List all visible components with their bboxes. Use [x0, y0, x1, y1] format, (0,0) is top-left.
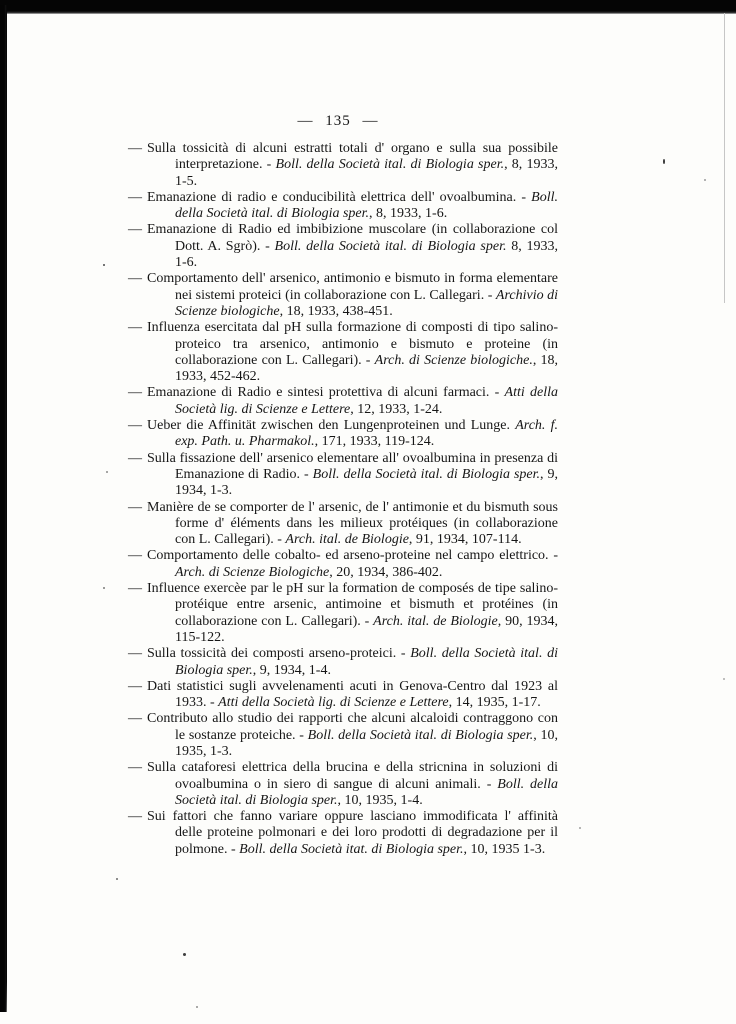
entry-text: , 10, 1935 1-3.	[463, 841, 546, 857]
scan-edge-right-line	[724, 13, 725, 303]
entry-dash-marker: —	[128, 499, 142, 515]
entry-dash-marker: —	[128, 678, 142, 694]
entry-text: Sulla cataforesi elettrica della brucina e della stricnina in soluzioni di ovoalbumina o in siero di sangue di alcuni animali. -	[147, 760, 558, 792]
entry-dash-marker: —	[128, 222, 142, 238]
journal-title: Boll. della Società ital. di Biologia sper.	[275, 157, 505, 173]
entry-text: Dati statistici sugli avvelenamenti acuti in Genova-Centro dal 1923 al 1933. -	[147, 678, 558, 711]
entry-text: 8, 1933, 1-6.	[175, 238, 559, 271]
entry-dash-marker: —	[128, 271, 142, 287]
bibliography-entry	[128, 581, 558, 646]
entry-text: Influenza esercitata dal pH sulla formazione di composti di tipo salino-proteico tra arsenico, antimonio e bismuto e proteine (in collaborazione con L. Callegari). -	[147, 320, 558, 368]
entry-dash-marker: —	[128, 548, 142, 564]
entry-text: , 20, 1934, 386-402.	[329, 564, 443, 580]
entry-text: , 9, 1934, 1-3.	[175, 466, 559, 499]
journal-title: Atti della Società lig. di Scienze e Lettere	[218, 695, 449, 711]
journal-title: Boll. della Società ital. di Biologia sper.	[274, 238, 507, 254]
scan-speck	[103, 264, 105, 266]
scan-speck	[663, 159, 665, 164]
journal-title: Arch. f. exp. Path. u. Pharmakol.	[175, 418, 558, 450]
entry-dash-marker: —	[128, 189, 142, 205]
bibliography-entry	[128, 451, 558, 500]
scan-speck	[196, 1006, 198, 1008]
bibliography-entry	[128, 271, 558, 320]
entry-dash-marker: —	[128, 418, 142, 434]
scan-edge-left	[0, 5, 7, 1012]
bibliography-entry	[128, 500, 558, 549]
journal-title: Boll. della Società ital. di Biologia sper.	[175, 189, 558, 222]
entry-dash-marker: —	[128, 320, 142, 336]
entry-text: Sui fattori che fanno variare oppure lasciano immodificata l' affinità delle proteine polmonari e dei loro prodotti di degradazione per il polmone. -	[147, 809, 558, 857]
entry-dash-marker: —	[128, 760, 142, 776]
bibliography-entry	[128, 190, 558, 223]
scan-speck	[106, 471, 108, 473]
entry-text: Sulla fissazione dell' arsenico elementare all' ovoalbumina in presenza di Emanazione di Radio. -	[147, 450, 558, 482]
entry-dash-marker: —	[128, 581, 142, 597]
bibliography-entry	[128, 679, 558, 712]
bibliography-entry	[128, 418, 558, 451]
entry-text: , 90, 1934, 115-122.	[175, 613, 558, 645]
journal-title: Boll. della Società ital. di Biologia sper.	[307, 727, 534, 743]
entry-text: , 12, 1933, 1-24.	[350, 401, 443, 417]
entry-text: Emanazione di Radio ed imbibizione muscolare (in collaborazione col Dott. A. Sgrò). -	[147, 222, 558, 254]
entry-text: , 14, 1935, 1-17.	[448, 695, 541, 711]
entry-text: , 8, 1933, 1-6.	[369, 206, 448, 222]
bibliography-entry	[128, 141, 558, 190]
entry-dash-marker: —	[128, 646, 142, 662]
journal-title: Boll. della Società ital. di Biologia sper.	[175, 776, 558, 808]
scan-speck	[183, 953, 186, 956]
bibliography-entry	[128, 809, 558, 858]
scan-edge-top	[0, 0, 736, 14]
scan-speck	[704, 179, 706, 181]
scan-speck	[116, 878, 118, 880]
journal-title: Atti della Società lig. di Scienze e Lettere	[175, 385, 558, 417]
bibliography-entry	[128, 711, 558, 760]
entry-text: , 8, 1933, 1-5.	[175, 157, 558, 189]
entry-dash-marker: —	[128, 809, 142, 825]
entry-text: , 10, 1935, 1-3.	[175, 727, 559, 759]
journal-title: Arch. ital. de Biologie	[285, 532, 409, 548]
journal-title: Arch. di Scienze Biologiche	[175, 564, 330, 580]
entry-text: Sulla tossicità di alcuni estratti totali d' organo e sulla sua possibile interpretazione. -	[147, 141, 558, 173]
journal-title: Boll. della Società itat. di Biologia sper.	[239, 841, 464, 857]
journal-title: Archivio di Scienze biologiche	[175, 287, 558, 319]
entry-text: , 10, 1935, 1-4.	[337, 792, 423, 808]
entry-text: Manière de se comporter de l' arsenic, de l' antimonie et du bismuth sous forme d' éléments dans les milieux protéiques (in collaborazione con L. Callegari). -	[147, 499, 558, 548]
journal-title: Arch. di Scienze biologiche.	[374, 352, 533, 368]
journal-title: Arch. ital. de Biologie	[373, 613, 498, 629]
page-number: — 135 —	[297, 113, 379, 129]
entry-text: Influence exercèe par le pH sur la formation de composés de tipe salino-protéique entre arsenic, antimoine et bismuth et protéines (in collaborazione con L. Callegari). -	[147, 581, 558, 629]
entry-text: , 91, 1934, 107-114.	[408, 532, 522, 548]
entry-text: Emanazione di radio e conducibilità elettrica dell' ovoalbumina. -	[147, 189, 532, 205]
bibliography-entry	[128, 646, 558, 679]
entry-text: , 9, 1934, 1-4.	[252, 662, 331, 678]
entry-text: Sulla tossicità dei composti arseno-proteici. -	[147, 646, 411, 662]
scan-speck	[579, 827, 581, 829]
journal-title: Boll. della Società ital. di Biologia sper.	[312, 466, 541, 482]
scan-speck	[103, 587, 105, 589]
entry-text: Ueber die Affinität zwischen den Lungenproteinen und Lunge.	[147, 418, 516, 434]
entry-dash-marker: —	[128, 711, 142, 727]
entry-text: Comportamento delle cobalto- ed arseno-proteine nel campo elettrico. -	[147, 548, 558, 564]
bibliography-entry	[128, 320, 558, 385]
entry-text: , 18, 1933, 452-462.	[175, 352, 558, 385]
bibliography-entry	[128, 385, 558, 418]
bibliography-entry	[128, 548, 558, 581]
scan-speck	[723, 678, 725, 680]
entry-dash-marker: —	[128, 385, 142, 401]
entry-text: , 171, 1933, 119-124.	[314, 434, 435, 450]
journal-title: Boll. della Società ital. di Biologia sper.	[175, 646, 558, 678]
bibliography-entry	[128, 760, 558, 809]
entry-dash-marker: —	[128, 141, 142, 156]
bibliography-list	[128, 141, 558, 858]
entry-text: Contributo allo studio dei rapporti che alcuni alcaloidi contraggono con le sostanze proteiche. -	[147, 711, 558, 743]
entry-text: Emanazione di Radio e sintesi protettiva di alcuni farmaci. -	[147, 385, 505, 401]
bibliography-entry	[128, 222, 558, 271]
entry-text: , 18, 1933, 438-451.	[279, 303, 393, 319]
entry-text: Comportamento dell' arsenico, antimonio e bismuto in forma elementare nei sistemi proteici (in collaborazione con L. Callegari. -	[147, 271, 558, 303]
entry-dash-marker: —	[128, 450, 142, 466]
